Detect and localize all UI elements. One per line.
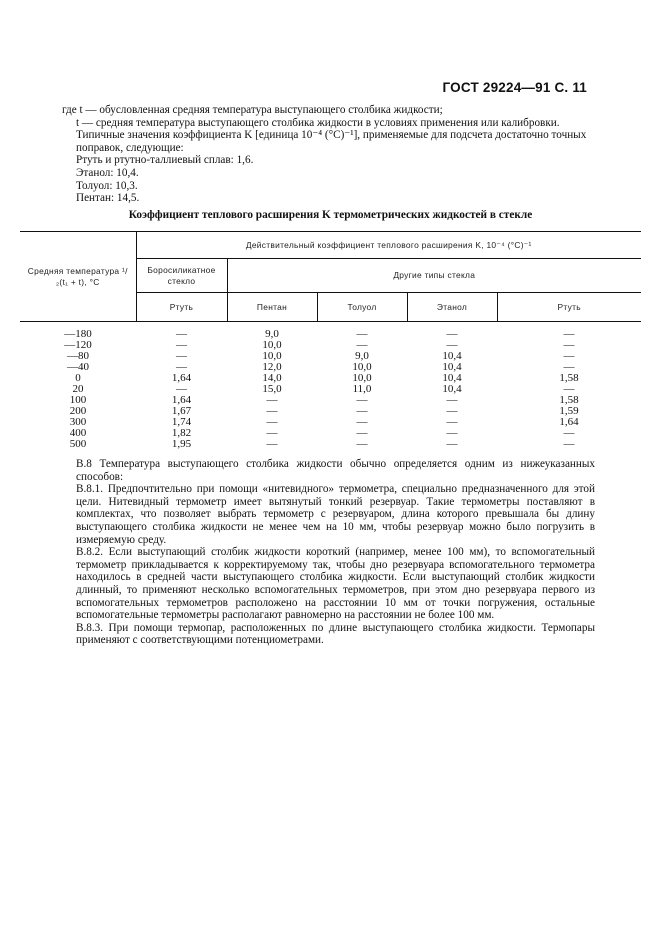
table-row [20,384,641,395]
page-header: ГОСТ 29224—91 С. 11 [442,80,587,95]
paragraph: В.8.1. Предпочтительно при помощи «нитевидного» термометра, специально предназначенного для этой цели. Нитевидный термометр имеет вытянутый тонкий резервуар. Такие термометры поставляют в комплектах, что позволяет выбрать термометр с резервуаром, длина которого превышала бы длину выступающего столбика жидкости не менее чем на 10 мм, чтобы резервуар можно было погрузить в измеряемую среду. [76,483,595,546]
table-cell: 500 [69,438,87,450]
paragraph: В.8.2. Если выступающий столбик жидкости короткий (например, менее 100 мм), то вспомогательный термометр прикладывается к корректируемому так, чтобы дно резервуара вспомогательного термометра находилось в средней части выступающего столбика жидкости. Если выступающий столбик жидкости длинный, то применяют несколько вспомогательных термометров, при этом дно резервуара первого из вспомогательных термометров расположено на расстоянии 10 мм от точки погружения, остальные вспомогательные термометры располагают равномерно на расстоянии не более 100 мм. [76,546,595,622]
table-cell: 400 [69,427,87,439]
table-cell: 10,4 [442,383,462,395]
table-cell: 11,0 [352,383,372,395]
table-cell: — [356,394,368,406]
table-cell: 1,58 [559,394,579,406]
intro-block [62,104,592,205]
paragraph: В.8.3. При помощи термопар, расположенных по длине выступающего столбика жидкости. Термопары применяют с соответствующими потенциометрами. [76,621,595,647]
table-row [20,395,641,406]
other-header: Другие типы стекла [227,259,641,293]
table-cell: — [266,394,278,406]
table-cell: 1,59 [559,405,579,417]
table-cell: — [563,361,575,373]
table-cell: —80 [67,350,89,362]
table-cell: — [176,383,187,395]
table-cell: 100 [69,394,87,406]
table-cell: — [266,438,278,450]
list-item: Этанол: 10,4. [76,166,139,179]
table-cell: — [266,427,278,439]
data-table [20,231,641,450]
sub-header: Этанол [407,293,497,322]
table-cell: — [446,328,458,340]
table-cell: — [563,383,575,395]
table-cell: — [563,328,575,340]
table-cell: 10,4 [442,372,462,384]
table-row [20,351,641,362]
table-cell: 10,0 [262,350,282,362]
intro-line-3: Типичные значения коэффициента K [единица 10⁻⁴ (°C)⁻¹], применяемые для подсчета достаточно точных поправок, следующие: [76,129,587,154]
table-cell: — [356,438,368,450]
table-cell: 1,82 [171,427,192,439]
table-cell: — [176,328,187,340]
intro-line-1: где t — обусловленная средняя температура выступающего столбика жидкости; [62,104,443,116]
col-header-temperature: Средняя температура ¹/₂(t₁ + t), °С [20,232,136,322]
table-cell: 0 [75,372,81,384]
table-cell: —40 [67,361,89,373]
table-cell: — [356,427,368,439]
table-row [20,439,641,450]
list-item: Пентан: 14,5. [76,192,140,205]
table-cell: 14,0 [262,372,282,384]
table-cell: 1,95 [171,438,192,450]
table-row [20,340,641,351]
table-cell: 10,0 [352,372,372,384]
table-cell: — [446,405,458,417]
table-row [20,373,641,384]
table-row [20,428,641,439]
table-cell: — [356,405,368,417]
group-header: Действительный коэффициент теплового расширения K, 10⁻⁴ (°С)⁻¹ [136,232,641,259]
table-row [20,322,641,341]
paragraph: В.8 Температура выступающего столбика жидкости обычно определяется одним из нижеуказанных способов: [76,458,595,483]
table-cell: 1,58 [559,372,579,384]
table-cell: 12,0 [262,361,282,373]
table-cell: — [176,361,187,373]
table-cell: — [266,405,278,417]
table-cell: — [176,350,187,362]
table-cell: 1,74 [171,416,192,428]
table-cell: — [563,427,575,439]
body-block [62,458,595,647]
list-item: Ртуть и ртутно-таллиевый сплав: 1,6. [76,154,254,167]
table-cell: 1,64 [171,394,192,406]
sub-header: Ртуть [136,293,227,322]
table-cell: 1,64 [559,416,579,428]
table-cell: — [563,339,575,351]
list-item: Толуол: 10,3. [76,179,138,192]
table-cell: 10,4 [442,361,462,373]
table-cell: 20 [72,383,84,395]
table-cell: —180 [64,328,92,340]
table-cell: — [356,339,368,351]
sub-header: Толуол [317,293,407,322]
table-cell: — [446,416,458,428]
table-cell: — [446,394,458,406]
table-cell: — [563,350,575,362]
intro-line-2: t — средняя температура выступающего столбика жидкости в условиях применения или калибровки. [76,116,560,129]
table-cell: — [446,339,458,351]
table-cell: 10,0 [262,339,282,351]
table-cell: — [356,416,368,428]
table-cell: 9,0 [355,350,369,362]
table-cell: 9,0 [265,328,279,340]
table-cell: 10,0 [352,361,372,373]
table-cell: — [446,438,458,450]
table-row [20,417,641,428]
table-cell: — [563,438,575,450]
table-cell: — [356,328,368,340]
table-row [20,362,641,373]
table-title: Коэффициент теплового расширения K термометрических жидкостей в стекле [128,209,533,221]
table-cell: 200 [69,405,87,417]
table-cell: 1,64 [171,372,192,384]
table-cell: 300 [69,416,87,428]
table-cell: 10,4 [442,350,462,362]
table-cell: 15,0 [262,383,282,395]
sub-header: Ртуть [497,293,641,322]
table-cell: — [266,416,278,428]
sub-header: Пентан [227,293,317,322]
table-cell: — [446,427,458,439]
table-row [20,406,641,417]
table-cell: 1,67 [171,405,192,417]
boro-header: Боросиликатное стекло [136,259,227,293]
table-cell: — [176,339,187,351]
table-cell: —120 [64,339,92,351]
